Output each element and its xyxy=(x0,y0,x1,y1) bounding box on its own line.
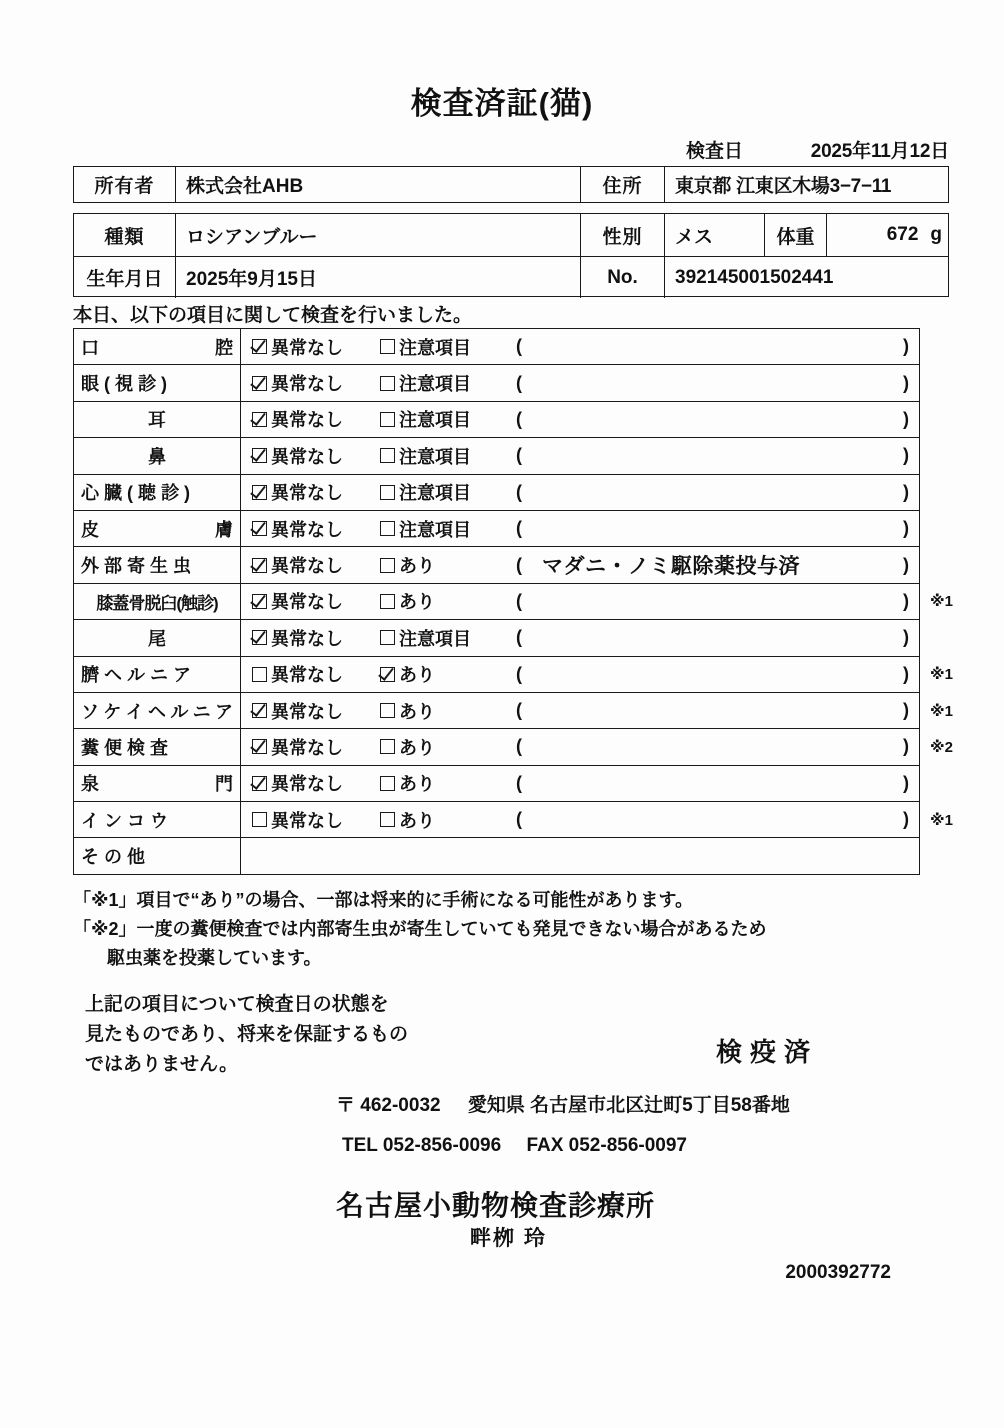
exam-option-label: 注意項目 xyxy=(399,483,471,504)
remark-paren-open: ( xyxy=(516,700,522,721)
checkbox-unchecked-icon[interactable] xyxy=(252,812,267,827)
checkbox-checked-icon[interactable] xyxy=(252,703,267,718)
checkbox-checked-icon[interactable] xyxy=(252,594,267,609)
exam-row-label-char: 門 xyxy=(215,774,233,795)
clinic-fax: FAX 052-856-0097 xyxy=(526,1135,687,1156)
weight-label: 体重 xyxy=(764,214,826,256)
exam-row-label: イ ン コ ウ xyxy=(74,802,241,837)
animal-info-row-2 xyxy=(74,256,948,298)
checkbox-unchecked-icon[interactable] xyxy=(380,594,395,609)
exam-option-label: 注意項目 xyxy=(399,446,471,467)
clinic-address-line xyxy=(336,1090,790,1117)
exam-option-label: 異常なし xyxy=(271,337,343,358)
checkbox-unchecked-icon[interactable] xyxy=(380,376,395,391)
exam-option-label: 異常なし xyxy=(271,374,343,395)
remark-paren-close: ) xyxy=(903,700,909,721)
exam-option-label: あり xyxy=(399,737,435,758)
exam-option-abnormal[interactable] xyxy=(380,365,471,400)
checkbox-checked-icon[interactable] xyxy=(252,630,267,645)
exam-option-label: 異常なし xyxy=(271,810,343,831)
inspection-date-line xyxy=(73,136,949,160)
exam-option-label: あり xyxy=(399,556,435,577)
exam-option-label: 異常なし xyxy=(271,410,343,431)
clinic-name: 名古屋小動物検査診療所 xyxy=(336,1190,656,1221)
exam-option-label: あり xyxy=(399,774,435,795)
exam-option-abnormal[interactable] xyxy=(380,620,471,655)
birthdate-label: 生年月日 xyxy=(86,269,163,290)
exam-row-label xyxy=(74,693,241,728)
exam-row xyxy=(74,766,919,802)
exam-option-normal[interactable] xyxy=(252,329,343,364)
exam-row-label: 糞 便 検 査 xyxy=(74,729,241,764)
document-code: 2000392772 xyxy=(785,1262,891,1283)
exam-row xyxy=(74,402,919,438)
exam-option-label: 異常なし xyxy=(271,737,343,758)
remark-paren-close: ) xyxy=(903,809,909,830)
checkbox-unchecked-icon[interactable] xyxy=(380,739,395,754)
remark-paren-close: ) xyxy=(903,481,909,502)
exam-option-abnormal[interactable] xyxy=(380,729,435,764)
clinic-contact-line xyxy=(342,1135,687,1157)
exam-option-label: あり xyxy=(399,665,435,686)
exam-row xyxy=(74,511,919,547)
remark-paren-open: ( xyxy=(516,481,522,502)
exam-option-normal[interactable] xyxy=(252,766,343,801)
exam-row-label: 臍 ヘ ル ニ ア xyxy=(74,657,241,692)
weight-value: 672 xyxy=(886,224,919,245)
remark-paren-close: ) xyxy=(903,408,909,429)
exam-option-normal[interactable] xyxy=(252,438,343,473)
exam-row-label: 耳 xyxy=(74,402,241,437)
page-title: 検査済証(猫) xyxy=(410,86,594,121)
exam-row xyxy=(74,438,919,474)
exam-option-abnormal[interactable] xyxy=(380,547,435,582)
checkbox-checked-icon[interactable] xyxy=(252,485,267,500)
inspection-date-label: 検査日 xyxy=(685,141,743,162)
exam-option-normal[interactable] xyxy=(252,365,343,400)
checkbox-checked-icon[interactable] xyxy=(252,412,267,427)
remark-paren-open: ( xyxy=(516,518,522,539)
exam-option-normal[interactable] xyxy=(252,511,343,546)
exam-row xyxy=(74,365,919,401)
checkbox-checked-icon[interactable] xyxy=(252,448,267,463)
remark-paren-close: ) xyxy=(903,518,909,539)
exam-option-label: あり xyxy=(399,701,435,722)
checkbox-unchecked-icon[interactable] xyxy=(380,412,395,427)
exam-row-label xyxy=(74,329,241,364)
exam-row-label: 眼 ( 視 診 ) xyxy=(74,365,241,400)
quarantine-seal: 検疫済 xyxy=(716,1037,819,1067)
checkbox-unchecked-icon[interactable] xyxy=(380,448,395,463)
exam-option-label: 注意項目 xyxy=(399,374,471,395)
exam-option-abnormal[interactable] xyxy=(380,657,435,692)
exam-option-normal[interactable] xyxy=(252,657,343,692)
exam-option-normal[interactable] xyxy=(252,584,343,619)
remark-paren-close: ) xyxy=(903,663,909,684)
exam-option-label: 異常なし xyxy=(271,446,343,467)
exam-option-abnormal[interactable] xyxy=(380,438,471,473)
exam-row xyxy=(74,802,953,838)
exam-row xyxy=(74,620,919,656)
exam-option-normal[interactable] xyxy=(252,802,343,837)
exam-row-label: そ の 他 xyxy=(74,838,241,873)
birthdate-value: 2025年9月15日 xyxy=(175,257,580,298)
exam-row-label-char: ヘ xyxy=(147,701,166,722)
exam-option-normal[interactable] xyxy=(252,620,343,655)
exam-row-label-char: ア xyxy=(214,701,233,722)
exam-row-label-char: ニ xyxy=(192,701,211,722)
exam-option-label: 異常なし xyxy=(271,665,343,686)
exam-row-label: 鼻 xyxy=(74,438,241,473)
exam-row-label-char: 腔 xyxy=(215,337,233,358)
footnotes xyxy=(73,886,953,973)
exam-row xyxy=(74,838,919,874)
veterinarian-name: 畔栁 玲 xyxy=(470,1227,547,1250)
footnote-2-line-1: 「※2」一度の糞便検査では内部寄生虫が寄生していても発見できない場合があるため xyxy=(73,919,767,939)
disclaimer-line-2: 見たものであり、将来を保証するもの xyxy=(85,1024,409,1045)
exam-row xyxy=(74,475,919,511)
checkbox-unchecked-icon[interactable] xyxy=(380,776,395,791)
exam-option-label: 注意項目 xyxy=(399,410,471,431)
checkbox-checked-icon[interactable] xyxy=(380,667,395,682)
address-label: 住所 xyxy=(580,167,664,202)
checkbox-unchecked-icon[interactable] xyxy=(380,630,395,645)
footnote-1: 「※1」項目で“あり”の場合、一部は将来的に手術になる可能性があります。 xyxy=(73,890,694,910)
disclaimer-statement xyxy=(85,990,408,1080)
exam-row-footnote-mark: ※2 xyxy=(930,738,953,756)
examination-table xyxy=(73,328,953,875)
checkbox-checked-icon[interactable] xyxy=(252,521,267,536)
owner-table xyxy=(73,166,949,203)
remark-paren-close: ) xyxy=(903,336,909,357)
remark-paren-close: ) xyxy=(903,554,909,575)
weight-value-cell xyxy=(826,214,950,256)
weight-unit: g xyxy=(930,224,942,245)
footnote-2-line-2: 駆虫薬を投薬しています。 xyxy=(107,948,322,968)
exam-option-normal[interactable] xyxy=(252,402,343,437)
exam-row xyxy=(74,729,953,765)
exam-row-label-char: イ xyxy=(125,701,144,722)
exam-option-label: 注意項目 xyxy=(399,628,471,649)
checkbox-unchecked-icon[interactable] xyxy=(380,521,395,536)
clinic-address: 愛知県 名古屋市北区辻町5丁目58番地 xyxy=(467,1095,790,1116)
exam-option-label: 注意項目 xyxy=(399,519,471,540)
exam-row-label-char: 皮 xyxy=(81,519,99,540)
exam-option-label: 異常なし xyxy=(271,628,343,649)
exam-row xyxy=(74,547,919,583)
owner-value: 株式会社AHB xyxy=(175,167,580,202)
remark-paren-open: ( xyxy=(516,772,522,793)
disclaimer-line-1: 上記の項目について検査日の状態を xyxy=(85,994,389,1015)
microchip-number-value: 392145001502441 xyxy=(664,257,950,298)
exam-option-abnormal[interactable] xyxy=(380,475,471,510)
exam-option-abnormal[interactable] xyxy=(380,766,435,801)
checkbox-unchecked-icon[interactable] xyxy=(380,485,395,500)
exam-row-label-char: 泉 xyxy=(81,774,99,795)
checkbox-unchecked-icon[interactable] xyxy=(380,703,395,718)
exam-option-label: 異常なし xyxy=(271,519,343,540)
inspection-date-value: 2025年11月12日 xyxy=(810,141,949,162)
exam-row-footnote-mark: ※1 xyxy=(930,666,953,684)
exam-row xyxy=(74,584,953,620)
exam-row-label-char: ケ xyxy=(103,701,122,722)
checkbox-checked-icon[interactable] xyxy=(252,376,267,391)
exam-row-label: 膝蓋骨脱臼(触診) xyxy=(74,584,241,619)
owner-label: 所有者 xyxy=(94,176,155,197)
remark-paren-open: ( xyxy=(516,336,522,357)
remark-paren-close: ) xyxy=(903,445,909,466)
remark-paren-close: ) xyxy=(903,736,909,757)
remark-paren-close: ) xyxy=(903,590,909,611)
remark-paren-open: ( xyxy=(516,736,522,757)
remark-paren-close: ) xyxy=(903,372,909,393)
exam-row-label: 尾 xyxy=(74,620,241,655)
address-value: 東京都 江東区木場3−7−11 xyxy=(664,167,950,202)
clinic-zip: 〒 462-0032 xyxy=(336,1095,441,1116)
exam-option-label: あり xyxy=(399,810,435,831)
microchip-number-label: No. xyxy=(580,257,664,298)
remark-paren-open: ( xyxy=(516,445,522,466)
remark-paren-open: ( xyxy=(516,627,522,648)
checkbox-checked-icon[interactable] xyxy=(252,339,267,354)
exam-option-label: 異常なし xyxy=(271,774,343,795)
exam-row-label: 外 部 寄 生 虫 xyxy=(74,547,241,582)
exam-option-label: 異常なし xyxy=(271,701,343,722)
checkbox-unchecked-icon[interactable] xyxy=(252,667,267,682)
exam-option-abnormal[interactable] xyxy=(380,511,471,546)
remark-paren-open: ( xyxy=(516,554,522,575)
breed-label: 種類 xyxy=(104,226,145,248)
exam-option-label: あり xyxy=(399,592,435,613)
exam-row-label xyxy=(74,511,241,546)
exam-option-abnormal[interactable] xyxy=(380,802,435,837)
exam-option-label: 異常なし xyxy=(271,592,343,613)
remark-paren-close: ) xyxy=(903,627,909,648)
exam-remark-note: マダニ・ノミ駆除薬投与済 xyxy=(542,555,800,579)
exam-row-footnote-mark: ※1 xyxy=(930,593,953,611)
exam-option-abnormal[interactable] xyxy=(380,584,435,619)
animal-info-table xyxy=(73,213,949,297)
checkbox-unchecked-icon[interactable] xyxy=(380,812,395,827)
exam-row xyxy=(74,657,953,693)
checkbox-checked-icon[interactable] xyxy=(252,739,267,754)
exam-row-label-char: 膚 xyxy=(215,519,233,540)
exam-option-normal[interactable] xyxy=(252,729,343,764)
exam-row xyxy=(74,693,953,729)
remark-paren-open: ( xyxy=(516,408,522,429)
exam-option-label: 異常なし xyxy=(271,483,343,504)
exam-row-footnote-mark: ※1 xyxy=(930,702,953,720)
exam-option-abnormal[interactable] xyxy=(380,402,471,437)
sex-value: メス xyxy=(664,214,764,256)
animal-info-row-1 xyxy=(74,214,948,256)
checkbox-checked-icon[interactable] xyxy=(252,558,267,573)
exam-row-label-char: ソ xyxy=(81,701,99,722)
sex-label: 性別 xyxy=(580,214,664,256)
exam-row-label-char: 口 xyxy=(81,337,99,358)
exam-option-normal[interactable] xyxy=(252,547,343,582)
exam-option-normal[interactable] xyxy=(252,693,343,728)
remark-paren-open: ( xyxy=(516,590,522,611)
exam-row-label xyxy=(74,766,241,801)
remark-paren-open: ( xyxy=(516,663,522,684)
clinic-tel: TEL 052-856-0096 xyxy=(342,1135,502,1156)
remark-paren-open: ( xyxy=(516,372,522,393)
checkbox-unchecked-icon[interactable] xyxy=(380,339,395,354)
exam-row xyxy=(74,329,919,365)
breed-value: ロシアンブルー xyxy=(175,214,580,256)
checkbox-checked-icon[interactable] xyxy=(252,776,267,791)
exam-row-label-char: ル xyxy=(170,701,189,722)
remark-paren-open: ( xyxy=(516,809,522,830)
exam-option-label: 異常なし xyxy=(271,556,343,577)
intro-text: 本日、以下の項目に関して検査を行いました。 xyxy=(73,305,473,326)
checkbox-unchecked-icon[interactable] xyxy=(380,558,395,573)
exam-option-label: 注意項目 xyxy=(399,337,471,358)
exam-option-normal[interactable] xyxy=(252,475,343,510)
remark-paren-close: ) xyxy=(903,772,909,793)
disclaimer-line-3: ではありません。 xyxy=(85,1054,239,1075)
exam-option-abnormal[interactable] xyxy=(380,329,471,364)
exam-row-footnote-mark: ※1 xyxy=(930,811,953,829)
exam-row-label: 心 臓 ( 聴 診 ) xyxy=(74,475,241,510)
exam-option-abnormal[interactable] xyxy=(380,693,435,728)
